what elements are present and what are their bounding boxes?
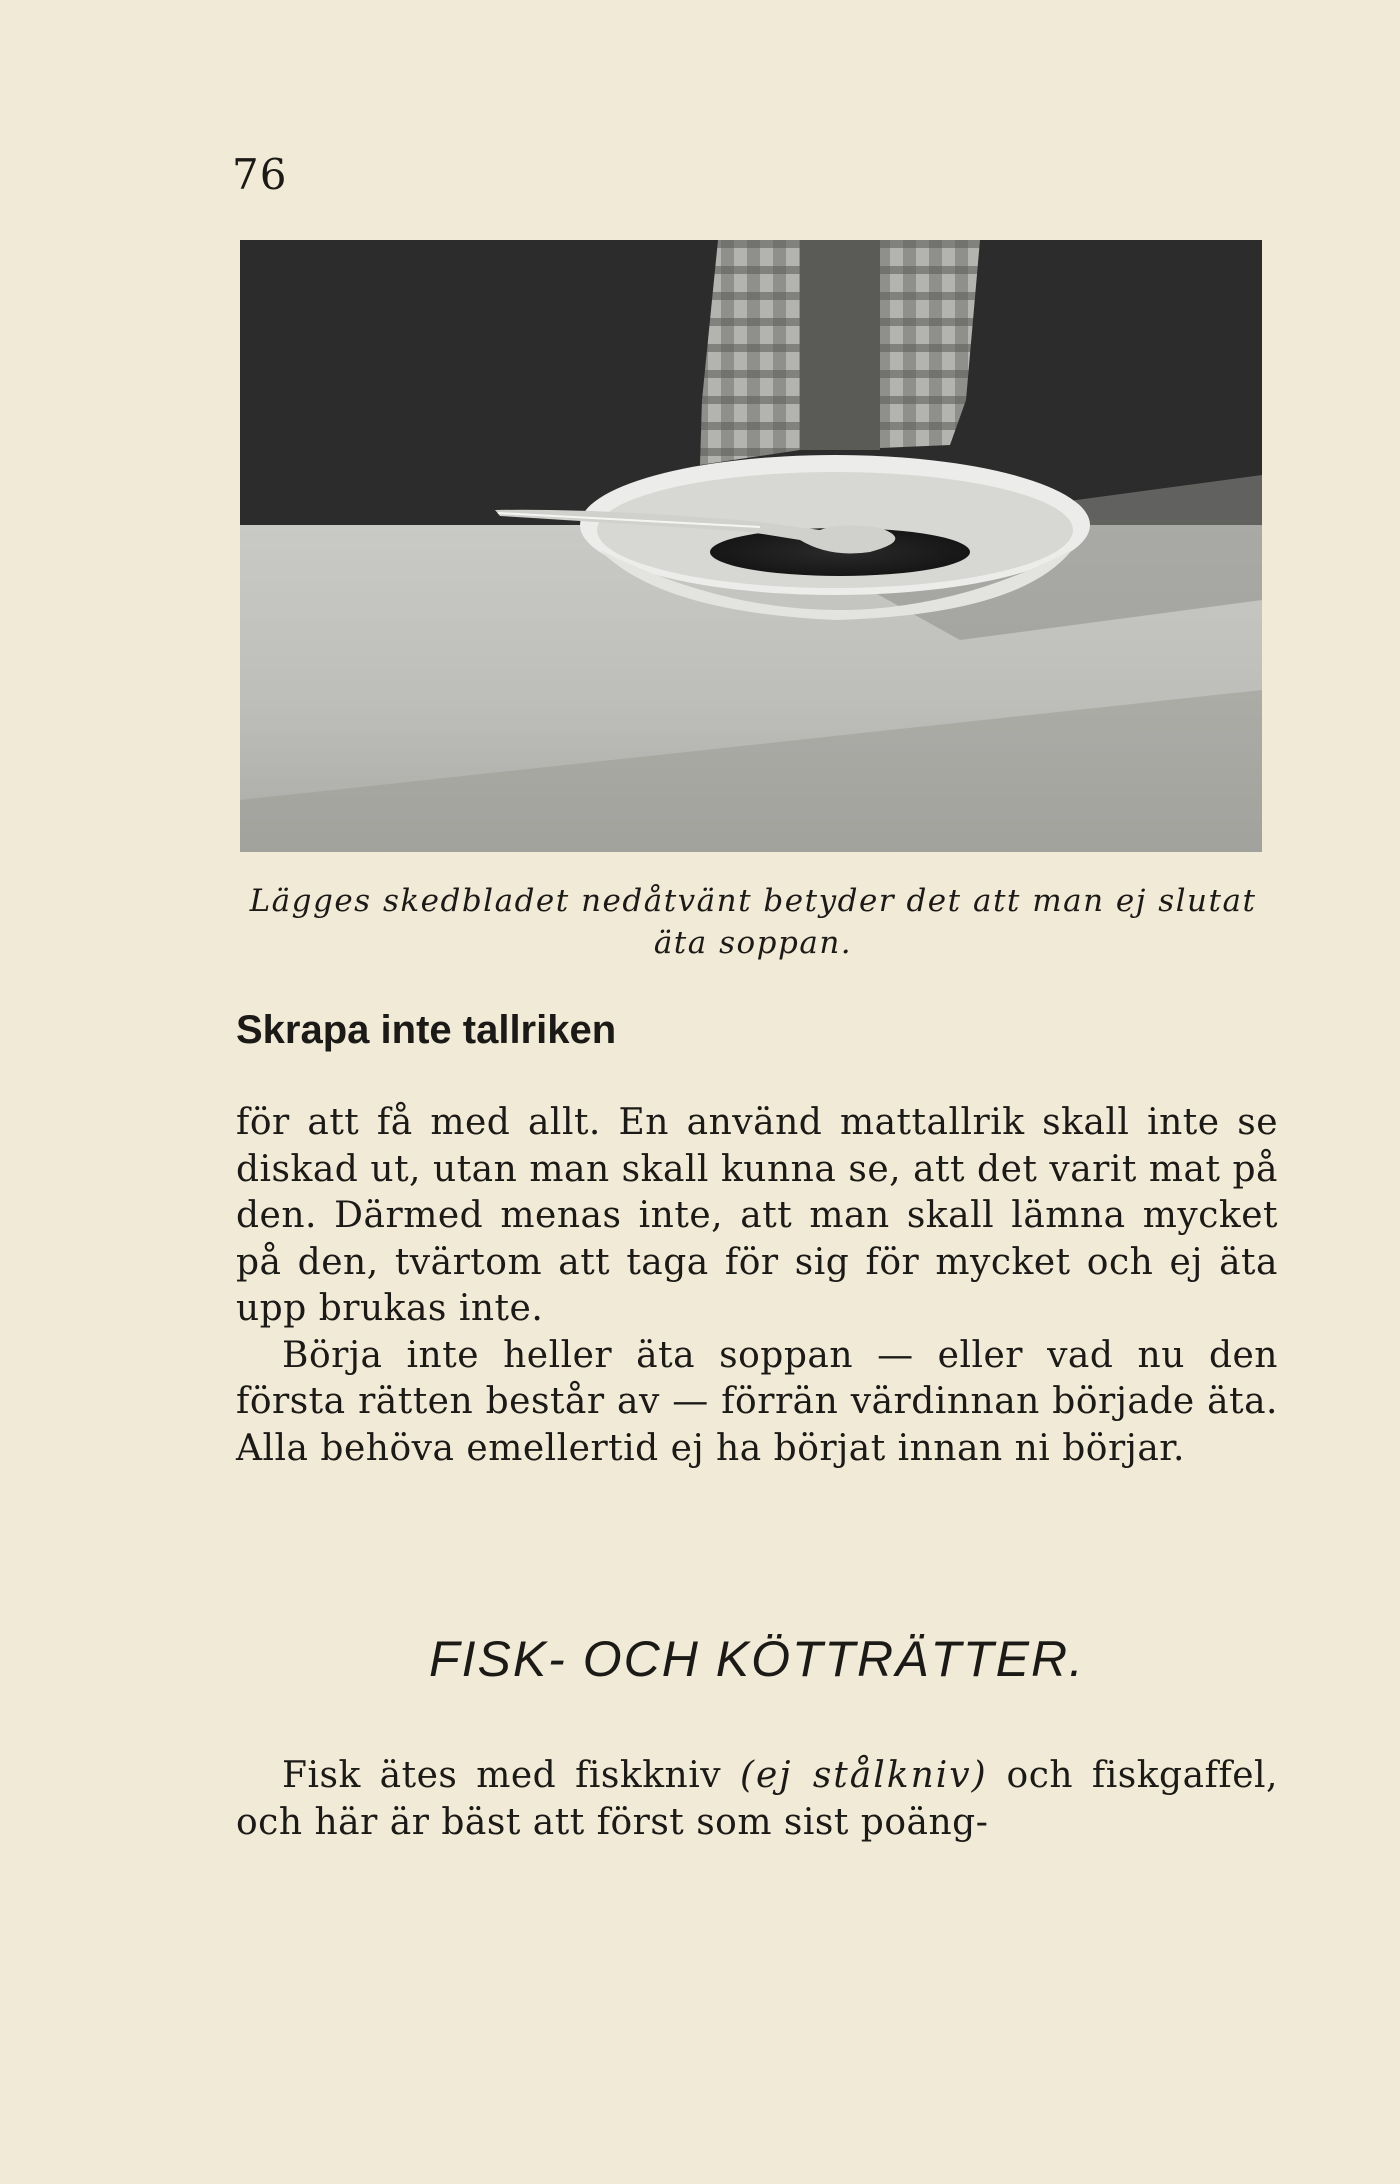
caption-line-2: äta soppan. [653, 925, 853, 961]
section-body [236, 1100, 1278, 1472]
napkin [700, 240, 800, 465]
paragraph-1: för att få med allt. En använd mattallrik skall inte se diskad ut, utan man skall kunna se, att det varit mat på den. Därmed menas inte, att man skall lämna mycket på den, tvärtom att taga för sig för mycket och ej äta upp brukas inte. [236, 1102, 1278, 1329]
chapter-paragraph-start: Fisk ätes med fiskkniv [282, 1755, 722, 1796]
caption-line-1: Lägges skedbladet nedåtvänt betyder det att man ej slutat [249, 883, 1257, 919]
section-heading: Skrapa inte tallriken [236, 1008, 617, 1052]
chapter-paragraph-end: och fiskgaffel, och här är bäst att först som sist poäng- [236, 1755, 1278, 1843]
chapter-paragraph-emphasis: (ej stålkniv) [739, 1755, 988, 1796]
paragraph-2: Börja inte heller äta soppan — eller vad nu den första rätten består av — förrän värdinnan började äta. Alla behöva emellertid ej ha börjat innan ni börjar. [236, 1334, 1278, 1469]
chapter-paragraph [236, 1753, 1278, 1846]
chapter-heading: FISK- OCH KÖTTRÄTTER. [429, 1631, 1085, 1687]
page-number: 76 [232, 150, 288, 199]
figure-caption [228, 880, 1278, 964]
soup-plate-photo [240, 240, 1262, 852]
